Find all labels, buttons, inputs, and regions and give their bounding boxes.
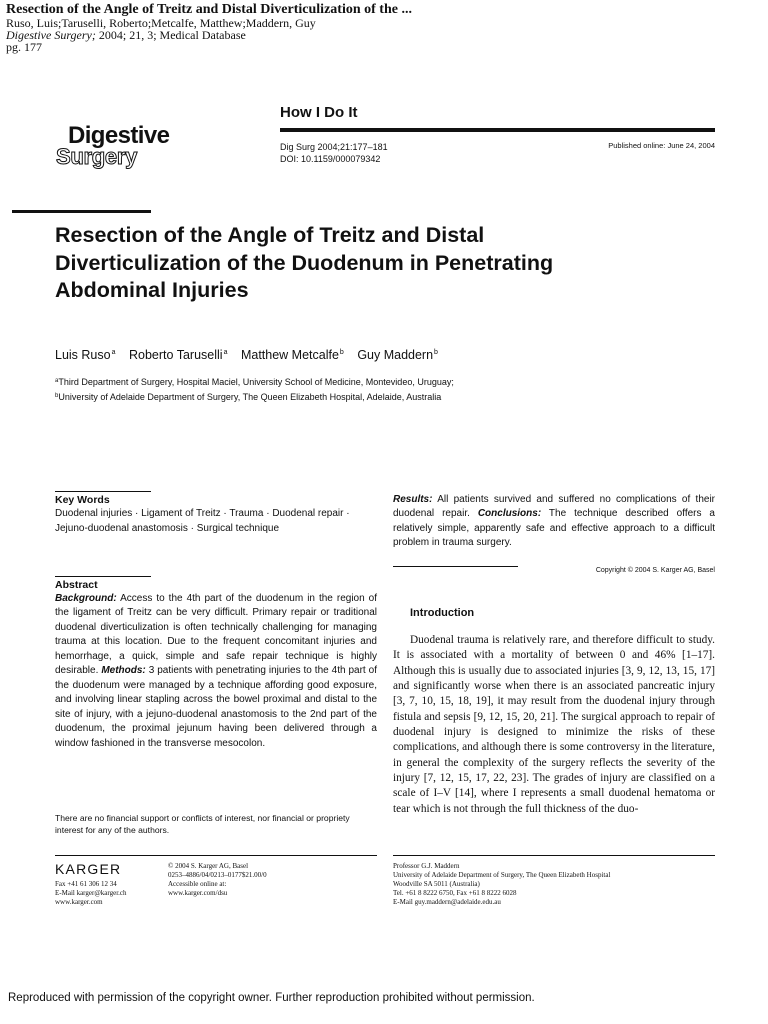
methods-text: 3 patients with penetrating injuries to the 4th part of the duodenum were managed by a technique affording good exposure, and involving linear stapling across the bowel proximal and distal to the site of injury, with a jejuno-duodenal anastomosis to the 2nd part of the duodenum, the proximal jejunum having been delivered through a window fashioned in the transverse mesocolon. xyxy=(55,665,377,749)
publisher-name: KARGER xyxy=(55,861,122,877)
correspondence-address: Woodville SA 5011 (Australia) xyxy=(393,880,480,888)
author-affiliation-mark: a xyxy=(223,349,228,356)
author-list xyxy=(55,348,448,362)
keywords-text: Duodenal injuries · Ligament of Treitz · Trauma · Duodenal repair · Jejuno-duodenal anastomosis · Surgical technique xyxy=(55,508,350,534)
introduction-heading: Introduction xyxy=(410,607,475,619)
doi: DOI: 10.1159/000079342 xyxy=(280,154,381,164)
author-name: Matthew Metcalfe xyxy=(240,348,339,362)
affiliation-mark: b xyxy=(55,392,59,399)
online-label: Accessible online at: xyxy=(168,880,227,888)
citation: Dig Surg 2004;21:177–181 xyxy=(280,142,388,152)
journal-name: Digestive Surgery; xyxy=(6,28,96,42)
publication-copyright: © 2004 S. Karger AG, Basel xyxy=(168,862,249,870)
journal-logo xyxy=(56,122,170,169)
background-label: Background: xyxy=(55,593,117,604)
correspondence-block xyxy=(393,862,715,907)
methods-label: Methods: xyxy=(101,665,146,677)
affiliation xyxy=(55,390,454,405)
affiliations xyxy=(55,375,454,404)
database-source xyxy=(6,29,762,41)
database-header xyxy=(6,2,762,53)
affiliation-text: Third Department of Surgery, Hospital Maciel, University School of Medicine, Montevideo, Uruguay; xyxy=(58,377,454,387)
author-affiliation-mark: b xyxy=(434,349,438,356)
publisher-fax: Fax +41 61 306 12 34 xyxy=(55,880,117,888)
funding-statement: There are no financial support or conflicts of interest, nor financial or propriety interest for any of the authors. xyxy=(55,813,350,835)
article-title: Resection of the Angle of Treitz and Distal Diverticulization of the Duodenum in Penetrating Abdominal Injuries xyxy=(55,223,554,302)
logo-line-surgery: Surgery xyxy=(56,144,138,169)
footer-rule-left xyxy=(55,855,377,856)
abstract-heading: Abstract xyxy=(55,579,98,591)
header-rule xyxy=(280,128,715,132)
author-affiliation-mark: b xyxy=(339,349,344,356)
results-text: All patients survived and suffered no complications of their duodenal repair. xyxy=(393,494,715,520)
journal-source: 2004; 21, 3; Medical Database xyxy=(95,28,246,42)
abstract-body xyxy=(55,592,377,751)
published-date: Published online: June 24, 2004 xyxy=(608,141,715,150)
introduction-paragraph: Duodenal trauma is relatively rare, and therefore difficult to study. It is associated with a mortality of between 0 and 46% [1–17]. Although this is usually due to associated injuries [3, 9, 12, 13, 15, 17] and significantly worse when there is an associated pancreatic injury [3, 7, 10, 15, 18, 19], it may result from the duodenal injury through fistula and sepsis [9, 12, 15, 20, 21]. The surgical approach to repair of duodenal injury is designed to minimize the risks of these complications, and although there is some controversy in the literature, in general the complexity of the surgery reflects the severity of the injury [7, 12, 15, 17, 22, 23]. The grades of injury are classified on a scale of I–V [14], where I represents a small duodenal hematoma or tear which is not through the full thickness of the duo- xyxy=(393,634,715,815)
publisher-contact xyxy=(55,880,127,907)
affiliation-mark: a xyxy=(55,378,59,384)
publication-info xyxy=(168,862,267,898)
database-title: Resection of the Angle of Treitz and Distal Diverticulization of the ... xyxy=(6,2,412,17)
logo-line-digestive: Digestive xyxy=(68,122,170,149)
keywords-heading: Key Words xyxy=(55,494,110,506)
abstract-continued xyxy=(393,493,715,551)
conclusions-label: Conclusions: xyxy=(477,508,542,520)
correspondence-phone: Tel. +61 8 8222 6750, Fax +61 8 8222 6028 xyxy=(393,889,517,897)
database-page: pg. 177 xyxy=(6,40,42,54)
publisher-email: E-Mail karger@karger.ch xyxy=(55,889,127,897)
author-name: Guy Maddern xyxy=(357,348,434,362)
title-rule xyxy=(12,210,151,213)
affiliation-text: University of Adelaide Department of Surgery, The Queen Elizabeth Hospital, Adelaide, Australia xyxy=(58,391,442,402)
citation-block xyxy=(280,141,388,165)
abstract-copyright: Copyright © 2004 S. Karger AG, Basel xyxy=(595,567,715,574)
results-label: Results: xyxy=(393,494,433,505)
correspondence-department: University of Adelaide Department of Surgery, The Queen Elizabeth Hospital xyxy=(393,871,611,879)
section-label: How I Do It xyxy=(280,104,358,121)
author-name: Roberto Taruselli xyxy=(128,348,223,362)
database-authors: Ruso, Luis;Taruselli, Roberto;Metcalfe, Matthew;Maddern, Guy xyxy=(6,16,316,30)
author-name: Luis Ruso xyxy=(55,348,111,362)
correspondence-email: E-Mail guy.maddern@adelaide.edu.au xyxy=(393,898,501,906)
conclusions-text: The technique described offers a relatively simple, apparently safe and effective approach to a difficult problem in trauma surgery. xyxy=(393,508,715,549)
abstract-rule xyxy=(55,576,151,577)
permission-notice: Reproduced with permission of the copyright owner. Further reproduction prohibited without permission. xyxy=(8,992,535,1004)
correspondence-name: Professor G.J. Maddern xyxy=(393,862,460,870)
affiliation xyxy=(55,375,454,390)
keywords-rule xyxy=(55,491,151,492)
introduction-body xyxy=(393,633,715,817)
online-url: www.karger.com/dsu xyxy=(168,889,228,897)
publisher-web: www.karger.com xyxy=(55,898,103,906)
background-text: Access to the 4th part of the duodenum in the region of the ligament of Treitz can be very difficult. Primary repair or traditional duodenal diverticulization is often technically challenging for managing trauma at this location. Due to the frequent concomitant injuries and hemorrhage, a quick, simple and safe repair technique is highly desirable. xyxy=(55,593,377,677)
author-affiliation-mark: a xyxy=(111,349,116,356)
publication-issn: 0253–4886/04/0213–0177$21.00/0 xyxy=(168,871,267,879)
footer-rule-right xyxy=(393,855,715,856)
